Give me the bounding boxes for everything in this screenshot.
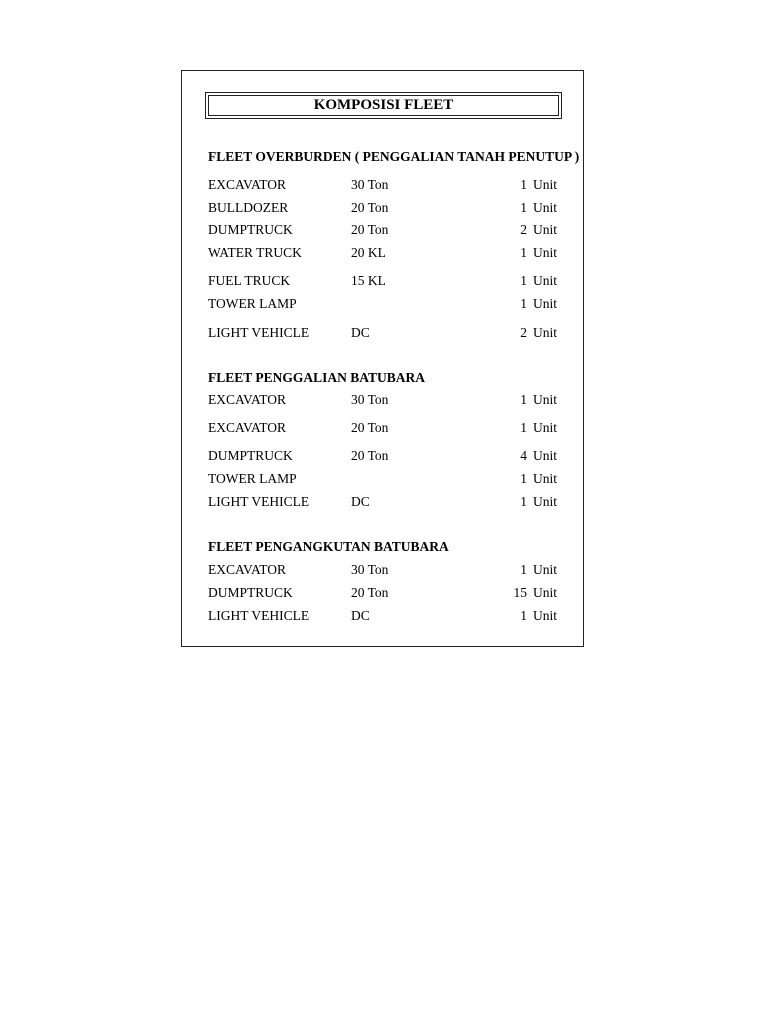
item-unit: Unit: [533, 448, 558, 463]
section-heading-penggalian: FLEET PENGGALIAN BATUBARA: [208, 370, 426, 385]
item-name: DUMPTRUCK: [208, 222, 293, 237]
item-capacity: 15 KL: [351, 273, 386, 288]
item-quantity: 1: [520, 420, 527, 435]
item-quantity: 1: [520, 200, 527, 215]
item-name: LIGHT VEHICLE: [208, 494, 310, 509]
item-unit: Unit: [533, 245, 558, 260]
item-unit: Unit: [533, 392, 558, 407]
item-unit: Unit: [533, 222, 558, 237]
item-unit: Unit: [533, 325, 558, 340]
fleet-row: [208, 273, 560, 289]
item-capacity: 30 Ton: [351, 392, 389, 407]
item-quantity: 1: [520, 562, 527, 577]
section-heading-overburden: FLEET OVERBURDEN ( PENGGALIAN TANAH PENUTUP ): [208, 149, 580, 164]
item-name: TOWER LAMP: [208, 296, 297, 311]
item-quantity: 4: [520, 448, 527, 463]
item-capacity: DC: [351, 494, 370, 509]
fleet-row: [208, 245, 560, 261]
item-name: DUMPTRUCK: [208, 448, 293, 463]
item-name: FUEL TRUCK: [208, 273, 291, 288]
fleet-row: [208, 296, 560, 312]
item-name: LIGHT VEHICLE: [208, 608, 310, 623]
fleet-row: [208, 200, 560, 216]
item-capacity: 20 Ton: [351, 448, 389, 463]
fleet-row: [208, 494, 560, 510]
item-capacity: DC: [351, 325, 370, 340]
item-capacity: 20 KL: [351, 245, 386, 260]
item-quantity: 2: [520, 222, 527, 237]
item-capacity: 20 Ton: [351, 200, 389, 215]
item-unit: Unit: [533, 585, 558, 600]
item-quantity: 1: [520, 392, 527, 407]
item-name: EXCAVATOR: [208, 177, 287, 192]
fleet-row: [208, 420, 560, 436]
item-name: EXCAVATOR: [208, 392, 287, 407]
item-capacity: 20 Ton: [351, 585, 389, 600]
item-capacity: DC: [351, 608, 370, 623]
fleet-row: [208, 222, 560, 238]
item-unit: Unit: [533, 177, 558, 192]
section-heading-pengangkutan: FLEET PENGANGKUTAN BATUBARA: [208, 539, 449, 554]
item-unit: Unit: [533, 562, 558, 577]
item-capacity: 30 Ton: [351, 562, 389, 577]
item-capacity: 20 Ton: [351, 222, 389, 237]
item-quantity: 1: [520, 177, 527, 192]
item-unit: Unit: [533, 471, 558, 486]
item-name: TOWER LAMP: [208, 471, 297, 486]
item-quantity: 15: [513, 585, 527, 600]
item-name: EXCAVATOR: [208, 562, 287, 577]
item-unit: Unit: [533, 608, 558, 623]
item-quantity: 1: [520, 608, 527, 623]
item-quantity: 1: [520, 273, 527, 288]
item-capacity: 30 Ton: [351, 177, 389, 192]
item-capacity: 20 Ton: [351, 420, 389, 435]
item-name: WATER TRUCK: [208, 245, 302, 260]
item-quantity: 1: [520, 245, 527, 260]
fleet-row: [208, 562, 560, 578]
fleet-row: [208, 325, 560, 341]
fleet-row: [208, 471, 560, 487]
item-name: BULLDOZER: [208, 200, 289, 215]
item-unit: Unit: [533, 200, 558, 215]
page-title: KOMPOSISI FLEET: [208, 95, 559, 116]
item-unit: Unit: [533, 296, 558, 311]
title-frame: [205, 92, 562, 119]
fleet-row: [208, 392, 560, 408]
fleet-row: [208, 177, 560, 193]
item-name: EXCAVATOR: [208, 420, 287, 435]
item-quantity: 1: [520, 471, 527, 486]
item-unit: Unit: [533, 494, 558, 509]
item-quantity: 2: [520, 325, 527, 340]
item-quantity: 1: [520, 494, 527, 509]
item-unit: Unit: [533, 273, 558, 288]
document-frame: [181, 70, 584, 647]
item-unit: Unit: [533, 420, 558, 435]
fleet-row: [208, 608, 560, 624]
item-name: DUMPTRUCK: [208, 585, 293, 600]
item-name: LIGHT VEHICLE: [208, 325, 310, 340]
item-quantity: 1: [520, 296, 527, 311]
fleet-row: [208, 448, 560, 464]
fleet-row: [208, 585, 560, 601]
